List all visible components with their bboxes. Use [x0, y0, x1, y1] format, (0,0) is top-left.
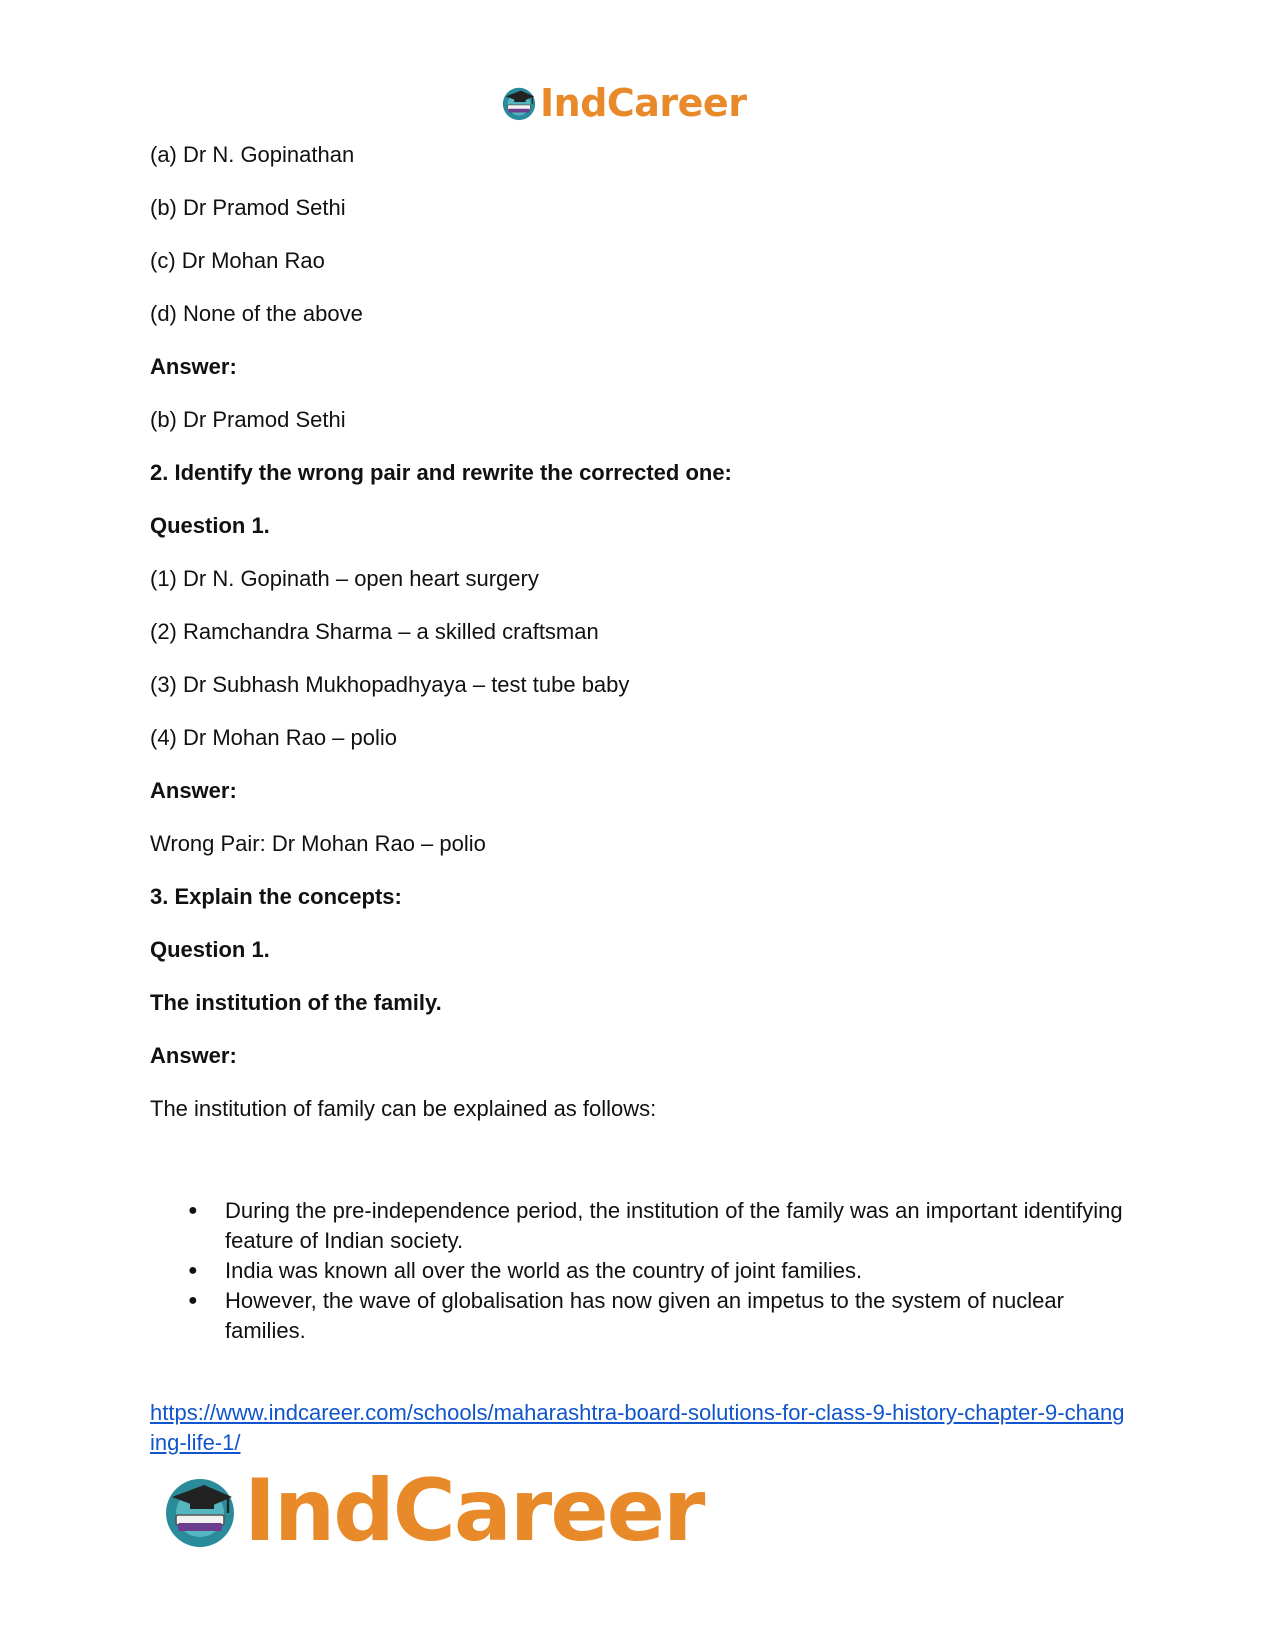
- option-b: (b) Dr Pramod Sethi: [150, 195, 346, 220]
- answer-intro: The institution of family can be explained as follows:: [150, 1096, 657, 1121]
- footer-logo: [160, 1461, 704, 1561]
- header-logo: [500, 78, 746, 128]
- list-item: ● India was known all over the world as the country of joint families.: [150, 1256, 1130, 1286]
- question-heading: Question 1.: [150, 513, 270, 538]
- pair-item: (1) Dr N. Gopinath – open heart surgery: [150, 566, 539, 591]
- pair-item: (3) Dr Subhash Mukhopadhyaya – test tube baby: [150, 672, 630, 697]
- brand-wordmark: IndCareer: [540, 81, 747, 125]
- list-item: ● During the pre-independence period, the institution of the family was an important identifying feature of Indian society.: [150, 1196, 1130, 1256]
- list-item: ● However, the wave of globalisation has now given an impetus to the system of nuclear families.: [150, 1286, 1130, 1346]
- option-d: (d) None of the above: [150, 301, 363, 326]
- source-link[interactable]: https://www.indcareer.com/schools/maharashtra-board-solutions-for-class-9-history-chapter-9-changing-life-1/: [150, 1400, 1125, 1455]
- option-a: (a) Dr N. Gopinathan: [150, 142, 355, 167]
- question-text: The institution of the family.: [150, 990, 442, 1015]
- answer-text: Wrong Pair: Dr Mohan Rao – polio: [150, 831, 486, 856]
- answer-bullet-list: [150, 1196, 1130, 1346]
- graduation-globe-icon: [160, 1471, 240, 1551]
- brand-wordmark: IndCareer: [244, 1461, 704, 1561]
- answer-heading: Answer:: [150, 1043, 237, 1068]
- section-heading: 3. Explain the concepts:: [150, 884, 402, 909]
- option-c: (c) Dr Mohan Rao: [150, 248, 325, 273]
- graduation-globe-icon: [500, 84, 538, 122]
- answer-heading: Answer:: [150, 354, 237, 379]
- pair-item: (2) Ramchandra Sharma – a skilled craftsman: [150, 619, 599, 644]
- question-heading: Question 1.: [150, 937, 270, 962]
- answer-text: (b) Dr Pramod Sethi: [150, 407, 346, 432]
- section-heading: 2. Identify the wrong pair and rewrite the corrected one:: [150, 460, 732, 485]
- answer-heading: Answer:: [150, 778, 237, 803]
- pair-item: (4) Dr Mohan Rao – polio: [150, 725, 398, 750]
